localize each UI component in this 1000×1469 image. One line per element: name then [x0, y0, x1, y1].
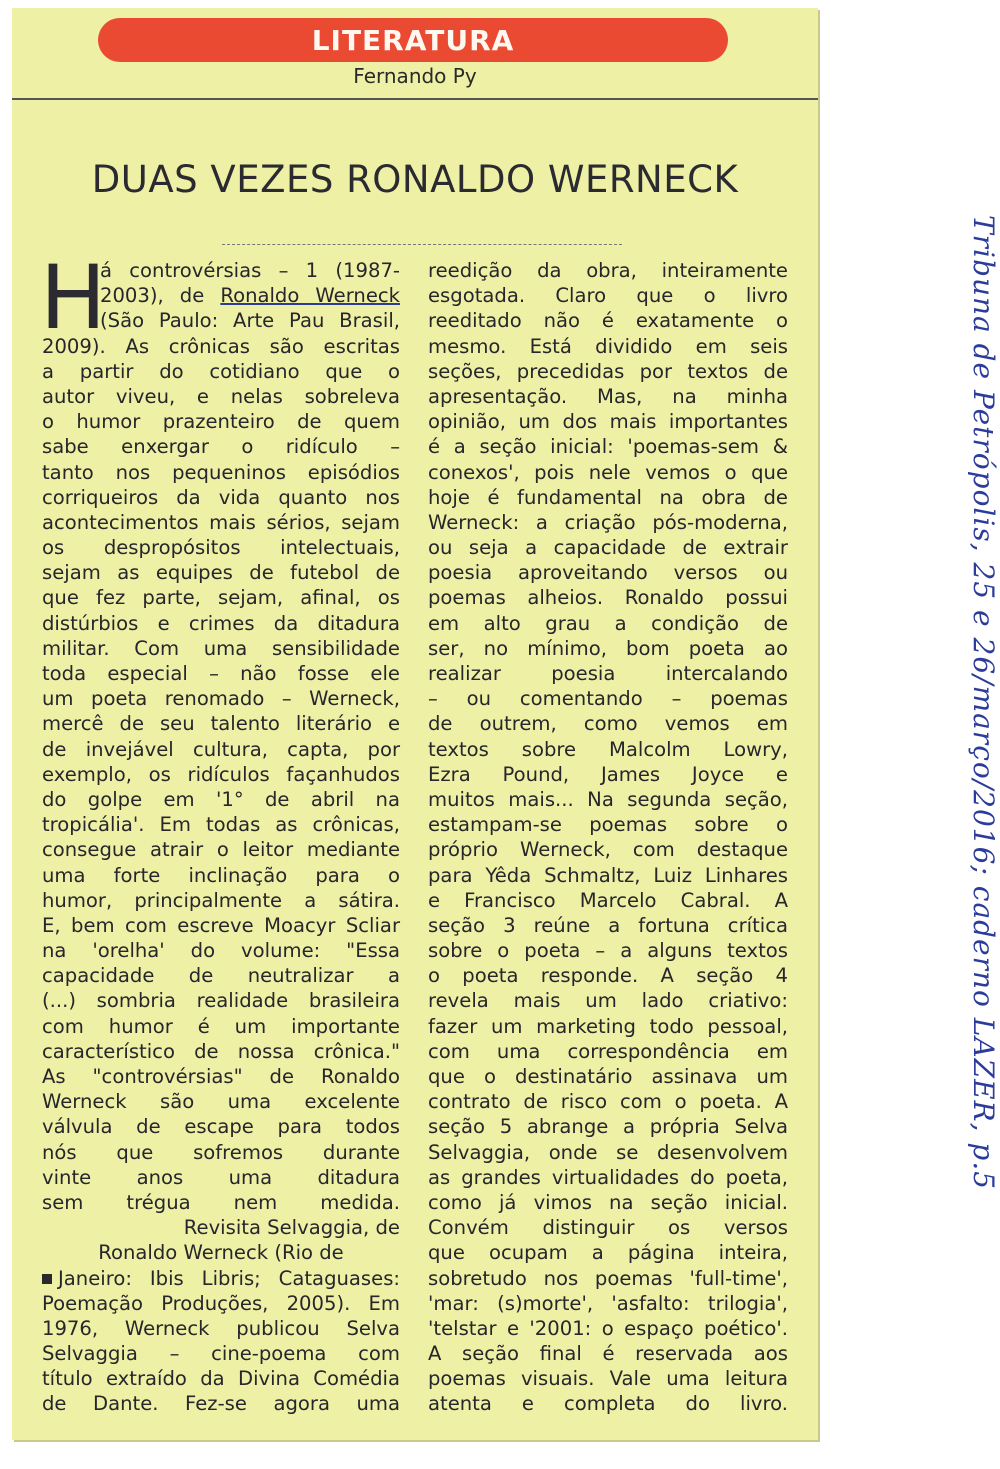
- article-line: do golpe em '1° de abril na: [42, 787, 400, 811]
- article-line: seções, precedidas por textos de: [428, 359, 788, 383]
- article-line: Werneck são uma excelente: [42, 1090, 400, 1114]
- article-line: capacidade de neutralizar a: [42, 964, 400, 988]
- article-line: título extraído da Divina Comédia: [42, 1367, 400, 1391]
- article-line: a partir do cotidiano que o: [42, 359, 400, 383]
- article-line: uma forte inclinação para o: [42, 863, 400, 887]
- article-line: autor viveu, e nelas sobreleva: [42, 384, 400, 408]
- article-line: Selvaggia, onde se desenvolvem: [428, 1140, 788, 1164]
- article-line: reedição da obra, inteiramente: [428, 259, 788, 282]
- article-line: textos sobre Malcolm Lowry,: [428, 737, 788, 761]
- article-line: militar. Com uma sensibilidade: [42, 636, 400, 660]
- headline-divider: [222, 244, 622, 245]
- article-line: muitos mais... Na segunda seção,: [428, 787, 788, 811]
- article-line: que fez parte, sejam, afinal, os: [42, 586, 400, 610]
- article-line: Ezra Pound, James Joyce e: [428, 762, 788, 786]
- article-line: um poeta renomado – Werneck,: [42, 687, 400, 711]
- article-line: humor, principalmente a sátira.: [42, 888, 400, 912]
- article-line: como já vimos na seção inicial.: [428, 1190, 788, 1214]
- article-line: tanto nos pequeninos episódios: [42, 460, 400, 484]
- article-line: apresentação. Mas, na minha: [428, 384, 788, 408]
- article-line: nós que sofremos durante: [42, 1140, 400, 1164]
- article-line: válvula de escape para todos: [42, 1115, 400, 1139]
- article-line: para Yêda Schmaltz, Luiz Linhares: [428, 863, 788, 887]
- drop-cap: H: [40, 246, 107, 349]
- article-line: consegue atrair o leitor mediante: [42, 838, 400, 862]
- article-line: conexos', pois nele vemos o que: [428, 460, 788, 484]
- article-line: poesia aproveitando versos ou: [428, 561, 788, 585]
- article-line: em alto grau a condição de: [428, 611, 788, 635]
- article-line: estampam-se poemas sobre o: [428, 813, 788, 837]
- article-line: reeditado não é exatamente o: [428, 309, 788, 333]
- article-line: esgotada. Claro que o livro: [428, 284, 788, 308]
- author-byline: Fernando Py: [353, 64, 477, 88]
- article-line: revela mais um lado criativo:: [428, 989, 788, 1013]
- article-line: sobretudo nos poemas 'full-time',: [428, 1266, 788, 1290]
- article-line: as grandes virtualidades do poeta,: [428, 1165, 788, 1189]
- article-line: poemas alheios. Ronaldo possui: [428, 586, 788, 610]
- article-line: – ou comentando – poemas: [428, 687, 788, 711]
- article-line: sejam as equipes de futebol de: [42, 561, 400, 585]
- article-line: com uma correspondência em: [428, 1039, 788, 1063]
- article-line: é a seção inicial: 'poemas-sem &: [428, 435, 788, 459]
- article-line: realizar poesia intercalando: [428, 662, 788, 685]
- header-divider: [12, 98, 818, 100]
- article-line: A seção final é reservada aos: [428, 1342, 788, 1366]
- article-line: característico de nossa crônica.": [42, 1039, 400, 1063]
- article-line: seção 5 abrange a própria Selva: [428, 1115, 788, 1139]
- article-line: 2009). As crônicas são escritas: [42, 334, 400, 358]
- article-line: 'telstar e '2001: o espaço poético'.: [428, 1316, 788, 1340]
- article-line: que ocupam a página inteira,: [428, 1241, 788, 1265]
- section-title: LITERATURA: [311, 23, 515, 57]
- article-line: atenta e completa do livro.: [428, 1392, 788, 1416]
- handwritten-citation: Tribuna de Petrópolis, 25 e 26/março/2016; caderno LAZER, p.5: [967, 215, 1000, 1191]
- article-line: mercê de seu talento literário e: [42, 712, 400, 736]
- article-line: sabe enxergar o ridículo –: [42, 435, 400, 459]
- article-line: de Dante. Fez-se agora uma: [42, 1392, 400, 1416]
- article-line: o poeta responde. A seção 4: [428, 964, 788, 988]
- article-line: ou seja a capacidade de extrair: [428, 536, 788, 560]
- article-line: próprio Werneck, com destaque: [428, 838, 788, 862]
- article-line: contrato de risco com o poeta. A: [428, 1090, 788, 1114]
- article-line: sobre o poeta – a alguns textos: [428, 939, 788, 963]
- article-line: exemplo, os ridículos façanhudos: [42, 762, 400, 786]
- underlined-name: Ronaldo Werneck: [220, 284, 400, 308]
- article-line: distúrbios e crimes da ditadura: [42, 611, 400, 635]
- article-line: na 'orelha' do volume: "Essa: [42, 939, 400, 963]
- article-line: o humor prazenteiro de quem: [42, 410, 400, 434]
- article-line: com humor é um importante: [42, 1014, 400, 1038]
- article-line: hoje é fundamental na obra de: [428, 485, 788, 509]
- article-line: de invejável cultura, capta, por: [42, 737, 400, 761]
- article-line: seção 3 reúne a fortuna crítica: [428, 913, 788, 937]
- article-line: (...) sombria realidade brasileira: [42, 989, 400, 1013]
- article-line: 1976, Werneck publicou Selva: [42, 1316, 400, 1340]
- bullet-icon: [42, 1274, 52, 1284]
- article-line: fazer um marketing todo pessoal,: [428, 1014, 788, 1038]
- article-line: sem trégua nem medida.: [42, 1190, 400, 1214]
- article-line: opinião, um dos mais importantes: [428, 410, 788, 434]
- article-line: mesmo. Está dividido em seis: [428, 334, 788, 358]
- article-line: Werneck: a criação pós-moderna,: [428, 510, 788, 534]
- article-line: Poemação Produções, 2005). Em: [42, 1291, 400, 1315]
- newspaper-clipping: [12, 8, 818, 1440]
- article-line: á controvérsias – 1 (1987-: [100, 259, 400, 282]
- article-line: 'mar: (s)morte', 'asfalto: trilogia',: [428, 1291, 788, 1315]
- article-line: Revisita Selvaggia, de: [183, 1216, 400, 1240]
- article-line: Selvaggia – cine-poema com: [42, 1342, 400, 1366]
- article-line: ser, no mínimo, bom poeta ao: [428, 636, 788, 660]
- article-line: acontecimentos mais sérios, sejam: [42, 510, 400, 534]
- article-line: os despropósitos intelectuais,: [42, 536, 400, 560]
- article-line: Convém distinguir os versos: [428, 1216, 788, 1240]
- article-line: (São Paulo: Arte Pau Brasil,: [100, 309, 400, 333]
- article-line: Janeiro: Ibis Libris; Cataguases:: [42, 1266, 400, 1291]
- article-line: vinte anos uma ditadura: [42, 1165, 400, 1189]
- article-line: de outrem, como vemos em: [428, 712, 788, 736]
- article-line: E, bem com escreve Moacyr Scliar: [42, 913, 400, 937]
- article-line: e Francisco Marcelo Cabral. A: [428, 888, 788, 912]
- article-headline: DUAS VEZES RONALDO WERNECK: [91, 158, 739, 201]
- article-line: que o destinatário assinava um: [428, 1065, 788, 1088]
- article-line: tropicália'. Em todas as crônicas,: [42, 813, 400, 837]
- section-banner: [98, 18, 728, 62]
- article-line: As "controvérsias" de Ronaldo: [42, 1065, 400, 1088]
- article-column-left: [40, 246, 400, 1417]
- article-line: corriqueiros da vida quanto nos: [42, 485, 400, 509]
- article-line: toda especial – não fosse ele: [42, 662, 400, 685]
- article-line: Ronaldo Werneck (Rio de: [98, 1241, 344, 1265]
- article-line: 2003), de Ronaldo Werneck: [100, 284, 400, 308]
- article-line: poemas visuais. Vale uma leitura: [428, 1367, 788, 1391]
- article-column-right: [428, 258, 788, 1417]
